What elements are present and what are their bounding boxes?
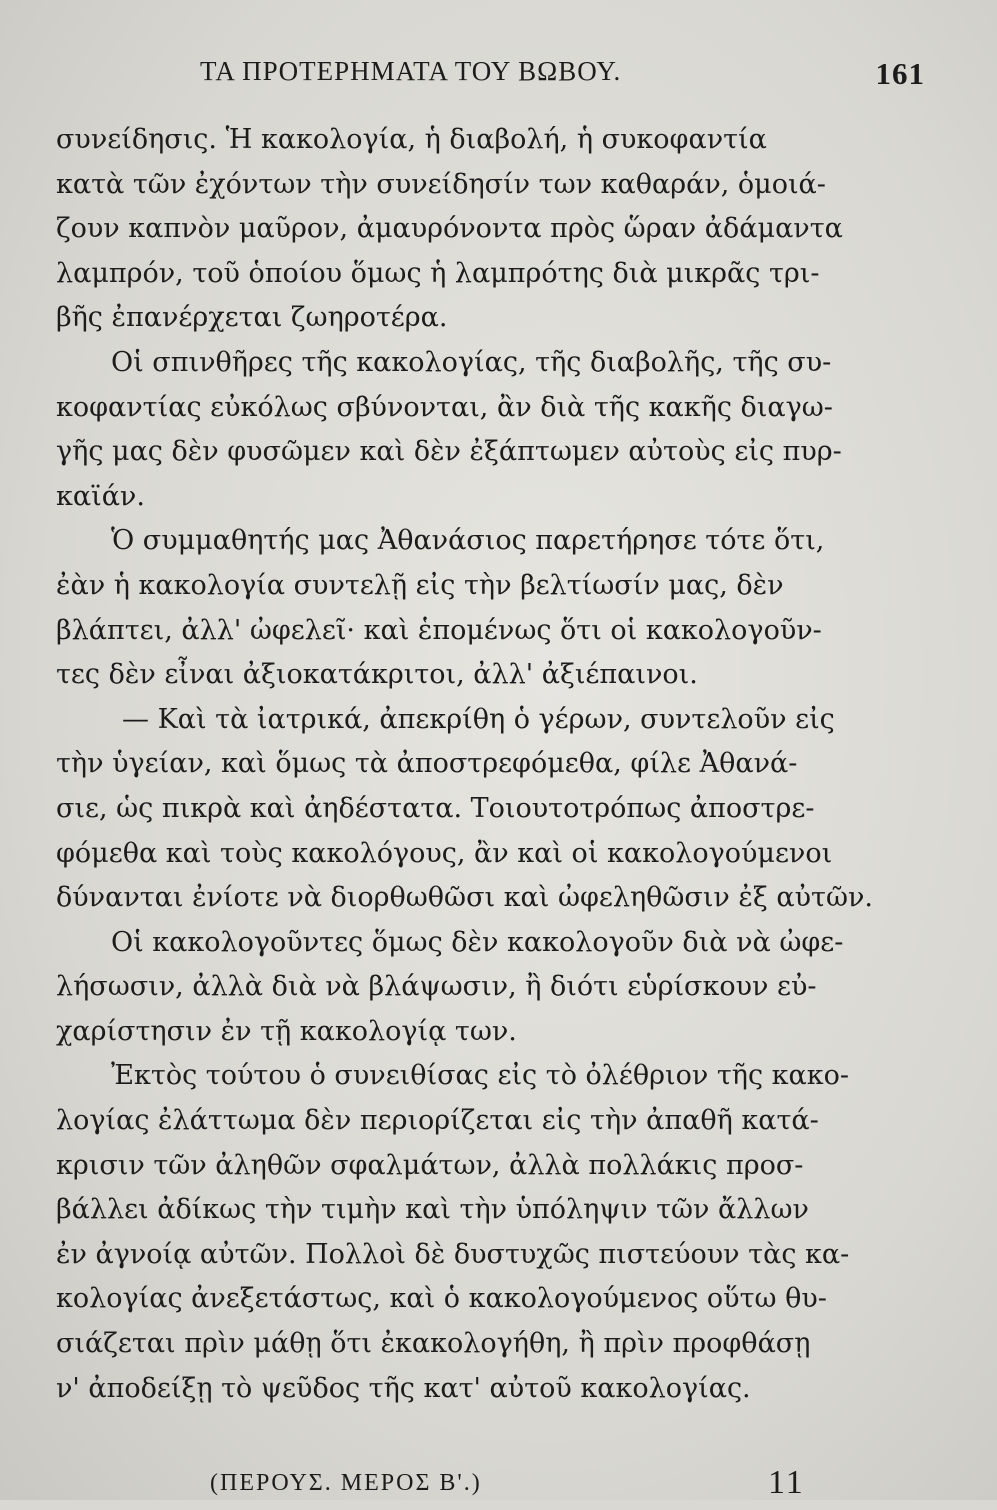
- text-line: χαρίστησιν ἐν τῇ κακολογίᾳ των.: [56, 1015, 517, 1047]
- text-line: βῆς ἐπανέρχεται ζωηροτέρα.: [56, 302, 448, 334]
- text-line: συνείδησις. Ἡ κακολογία, ἡ διαβολή, ἡ συκοφαντία: [56, 124, 767, 155]
- text-line: κολογίας ἀνεξετάστως, καὶ ὁ κακολογούμενος οὕτω θυ-: [56, 1283, 827, 1315]
- text-line: ἐν ἀγνοίᾳ αὐτῶν. Πολλοὶ δὲ δυστυχῶς πιστεύουν τὰς κα-: [56, 1238, 850, 1270]
- text-line: τες δὲν εἶναι ἀξιοκατάκριτοι, ἀλλ' ἀξιέπαινοι.: [56, 659, 698, 691]
- text-line: σιάζεται πρὶν μάθῃ ὅτι ἐκακολογήθη, ἢ πρὶν προφθάσῃ: [56, 1328, 811, 1360]
- paragraph-start: Οἱ κακολογοῦντες ὅμως δὲν κακολογοῦν διὰ νὰ ὠφε-: [111, 926, 844, 958]
- text-line: τὴν ὑγείαν, καὶ ὅμως τὰ ἀποστρεφόμεθα, φίλε Ἀθανά-: [56, 748, 798, 780]
- text-line: βάλλει ἀδίκως τὴν τιμὴν καὶ τὴν ὑπόληψιν τῶν ἄλλων: [56, 1194, 809, 1226]
- page-footer: [60, 1464, 925, 1510]
- text-line: ἐὰν ἡ κακολογία συντελῇ εἰς τὴν βελτίωσίν μας, δὲν: [56, 569, 784, 601]
- page-header: [60, 56, 925, 96]
- text-line: κατὰ τῶν ἐχόντων τὴν συνείδησίν των καθαράν, ὁμοιά-: [56, 168, 826, 200]
- text-line: κρισιν τῶν ἀληθῶν σφαλμάτων, ἀλλὰ πολλάκις προσ-: [56, 1149, 804, 1181]
- text-line: λογίας ἐλάττωμα δὲν περιορίζεται εἰς τὴν ἀπαθῆ κατά-: [56, 1105, 819, 1137]
- body-text: [56, 118, 898, 1411]
- text-line: φόμεθα καὶ τοὺς κακολόγους, ἂν καὶ οἱ κακολογούμενοι: [56, 837, 833, 869]
- printer-signature: (ΠΕΡΟΥΣ. ΜΕΡΟΣ Β'.): [210, 1470, 482, 1496]
- text-line: ζουν καπνὸν μαῦρον, ἀμαυρόνοντα πρὸς ὥραν ἀδάμαντα: [56, 213, 843, 245]
- paragraph-start: Ὁ συμμαθητής μας Ἀθανάσιος παρετήρησε τότε ὅτι,: [111, 525, 825, 557]
- text-line: κοφαντίας εὐκόλως σβύνονται, ἂν διὰ τῆς κακῆς διαγω-: [56, 391, 833, 423]
- sheet-number: 11: [768, 1464, 805, 1501]
- paragraph-start: Ἐκτὸς τούτου ὁ συνειθίσας εἰς τὸ ὀλέθριον τῆς κακο-: [111, 1060, 850, 1092]
- dialogue-start: — Καὶ τὰ ἰατρικά, ἀπεκρίθη ὁ γέρων, συντελοῦν εἰς: [122, 703, 835, 735]
- text-line: δύνανται ἐνίοτε νὰ διορθωθῶσι καὶ ὠφεληθῶσιν ἐξ αὐτῶν.: [56, 882, 873, 914]
- text-line: γῆς μας δὲν φυσῶμεν καὶ δὲν ἐξάπτωμεν αὐτοὺς εἰς πυρ-: [56, 436, 842, 468]
- text-line: σιε, ὡς πικρὰ καὶ ἀηδέστατα. Τοιουτοτρόπως ἀποστρε-: [56, 792, 815, 824]
- text-line: λαμπρόν, τοῦ ὁποίου ὅμως ἡ λαμπρότης διὰ μικρᾶς τρι-: [56, 257, 820, 289]
- text-line: καϊάν.: [56, 480, 145, 512]
- running-head: ΤΑ ΠΡΟΤΕΡΗΜΑΤΑ ΤΟΥ ΒΩΒΟΥ.: [200, 56, 622, 86]
- text-line: λήσωσιν, ἀλλὰ διὰ νὰ βλάψωσιν, ἢ διότι εὑρίσκουν εὐ-: [56, 971, 817, 1003]
- paragraph-start: Οἱ σπινθῆρες τῆς κακολογίας, τῆς διαβολῆς, τῆς συ-: [111, 346, 832, 378]
- page-number: 161: [875, 56, 925, 91]
- text-line: βλάπτει, ἀλλ' ὠφελεῖ· καὶ ἑπομένως ὅτι οἱ κακολογοῦν-: [56, 614, 822, 646]
- text-line: ν' ἀποδείξῃ τὸ ψεῦδος τῆς κατ' αὐτοῦ κακολογίας.: [56, 1372, 751, 1404]
